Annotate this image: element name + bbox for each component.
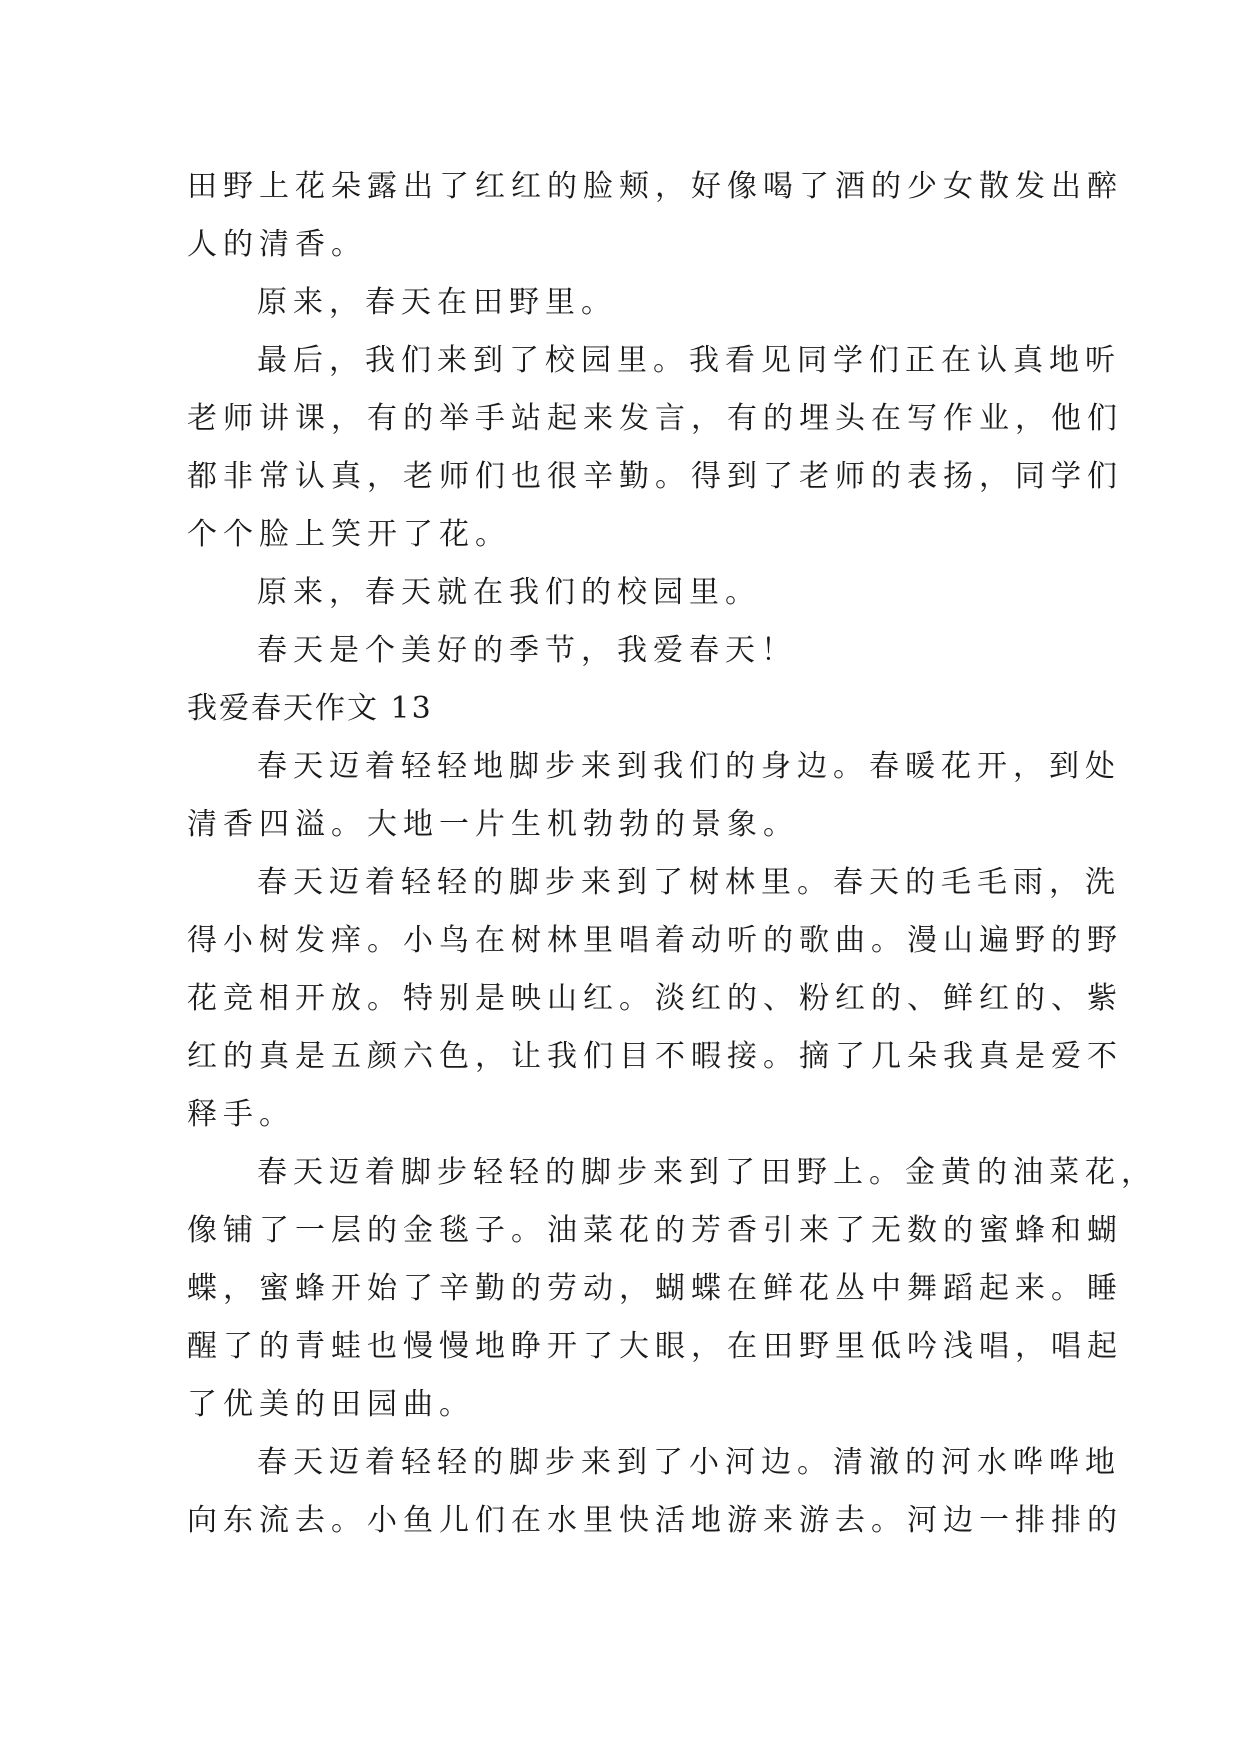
section-heading: 我爱春天作文 13 bbox=[187, 691, 433, 726]
text-line: 最后，我们来到了校园里。我看见同学们正在认真地听 bbox=[257, 343, 1121, 378]
text-line: 得小树发痒。小鸟在树林里唱着动听的歌曲。漫山遍野的野 bbox=[187, 923, 1123, 958]
text-line: 释手。 bbox=[187, 1097, 295, 1132]
text-line: 像铺了一层的金毯子。油菜花的芳香引来了无数的蜜蜂和蝴 bbox=[187, 1213, 1123, 1248]
text-line: 春天迈着轻轻地脚步来到我们的身边。春暖花开，到处 bbox=[257, 749, 1121, 784]
text-line: 都非常认真，老师们也很辛勤。得到了老师的表扬，同学们 bbox=[187, 459, 1123, 494]
text-line: 醒了的青蛙也慢慢地睁开了大眼，在田野里低吟浅唱，唱起 bbox=[187, 1329, 1123, 1364]
text-line: 个个脸上笑开了花。 bbox=[187, 517, 511, 552]
text-line: 原来，春天在田野里。 bbox=[257, 285, 617, 320]
text-line: 春天迈着脚步轻轻的脚步来到了田野上。金黄的油菜花， bbox=[257, 1155, 1157, 1190]
text-line: 红的真是五颜六色，让我们目不暇接。摘了几朵我真是爱不 bbox=[187, 1039, 1123, 1074]
text-line: 蝶，蜜蜂开始了辛勤的劳动，蝴蝶在鲜花丛中舞蹈起来。睡 bbox=[187, 1271, 1123, 1306]
text-line: 清香四溢。大地一片生机勃勃的景象。 bbox=[187, 807, 799, 842]
text-line: 田野上花朵露出了红红的脸颊，好像喝了酒的少女散发出醉 bbox=[187, 169, 1123, 204]
text-line: 花竞相开放。特别是映山红。淡红的、粉红的、鲜红的、紫 bbox=[187, 981, 1123, 1016]
text-line: 春天是个美好的季节，我爱春天！ bbox=[257, 633, 797, 668]
text-line: 春天迈着轻轻的脚步来到了小河边。清澈的河水哗哗地 bbox=[257, 1445, 1121, 1480]
text-line: 原来，春天就在我们的校园里。 bbox=[257, 575, 761, 610]
document-page bbox=[187, 158, 1157, 1550]
text-line: 春天迈着轻轻的脚步来到了树林里。春天的毛毛雨，洗 bbox=[257, 865, 1121, 900]
text-line: 了优美的田园曲。 bbox=[187, 1387, 475, 1422]
text-line: 向东流去。小鱼儿们在水里快活地游来游去。河边一排排的 bbox=[187, 1503, 1123, 1538]
text-line: 人的清香。 bbox=[187, 227, 367, 262]
text-line: 老师讲课，有的举手站起来发言，有的埋头在写作业，他们 bbox=[187, 401, 1123, 436]
